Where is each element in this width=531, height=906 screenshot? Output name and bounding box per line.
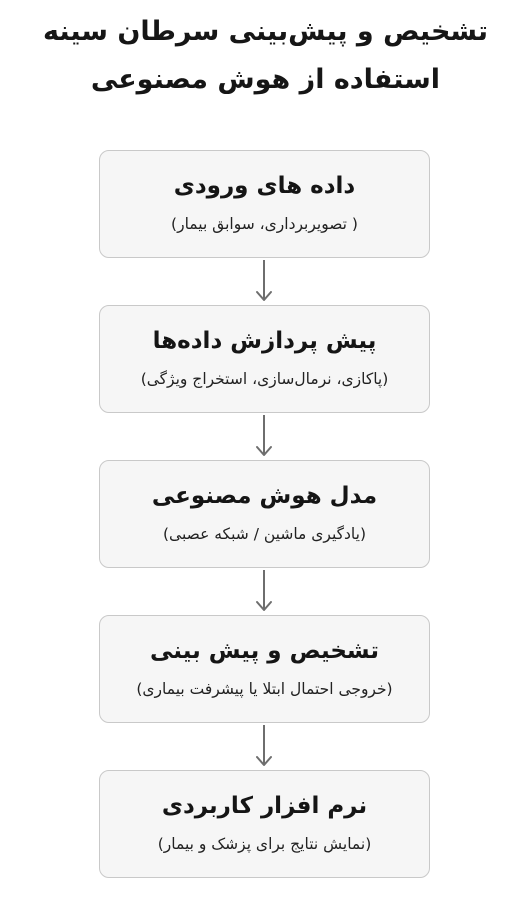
step-title: مدل هوش مصنوعی bbox=[151, 483, 378, 509]
step-description: (خروجی احتمال ابتلا یا پیشرفت بیماری) bbox=[136, 680, 393, 698]
step-title: داده های ورودی bbox=[173, 173, 356, 199]
step-title: پیش پردازش داده‌ها bbox=[152, 328, 377, 354]
down-arrow-icon bbox=[252, 723, 276, 775]
step-application-software bbox=[99, 770, 430, 878]
step-description: ( تصویربرداری، سوابق بیمار) bbox=[171, 215, 358, 233]
down-arrow-icon bbox=[252, 413, 276, 465]
step-diagnosis-prediction bbox=[99, 615, 430, 723]
title-line-1: تشخیص و پیش‌بینی سرطان سینه bbox=[42, 16, 489, 47]
down-arrow-icon bbox=[252, 568, 276, 620]
down-arrow-icon bbox=[252, 258, 276, 310]
step-ai-model bbox=[99, 460, 430, 568]
step-description: (پاکازی، نرمال‌سازی، استخراج ویژگی) bbox=[140, 370, 389, 388]
step-input-data bbox=[99, 150, 430, 258]
step-preprocessing bbox=[99, 305, 430, 413]
step-description: (نمایش نتایج برای پزشک و بیمار) bbox=[157, 835, 372, 853]
step-title: نرم افزار کاربردی bbox=[161, 793, 368, 819]
title-line-2: استفاده از هوش مصنوعی bbox=[90, 64, 441, 95]
step-description: (یادگیری ماشین / شبکه عصبی) bbox=[162, 525, 366, 543]
step-title: تشخیص و پیش بینی bbox=[150, 638, 379, 664]
